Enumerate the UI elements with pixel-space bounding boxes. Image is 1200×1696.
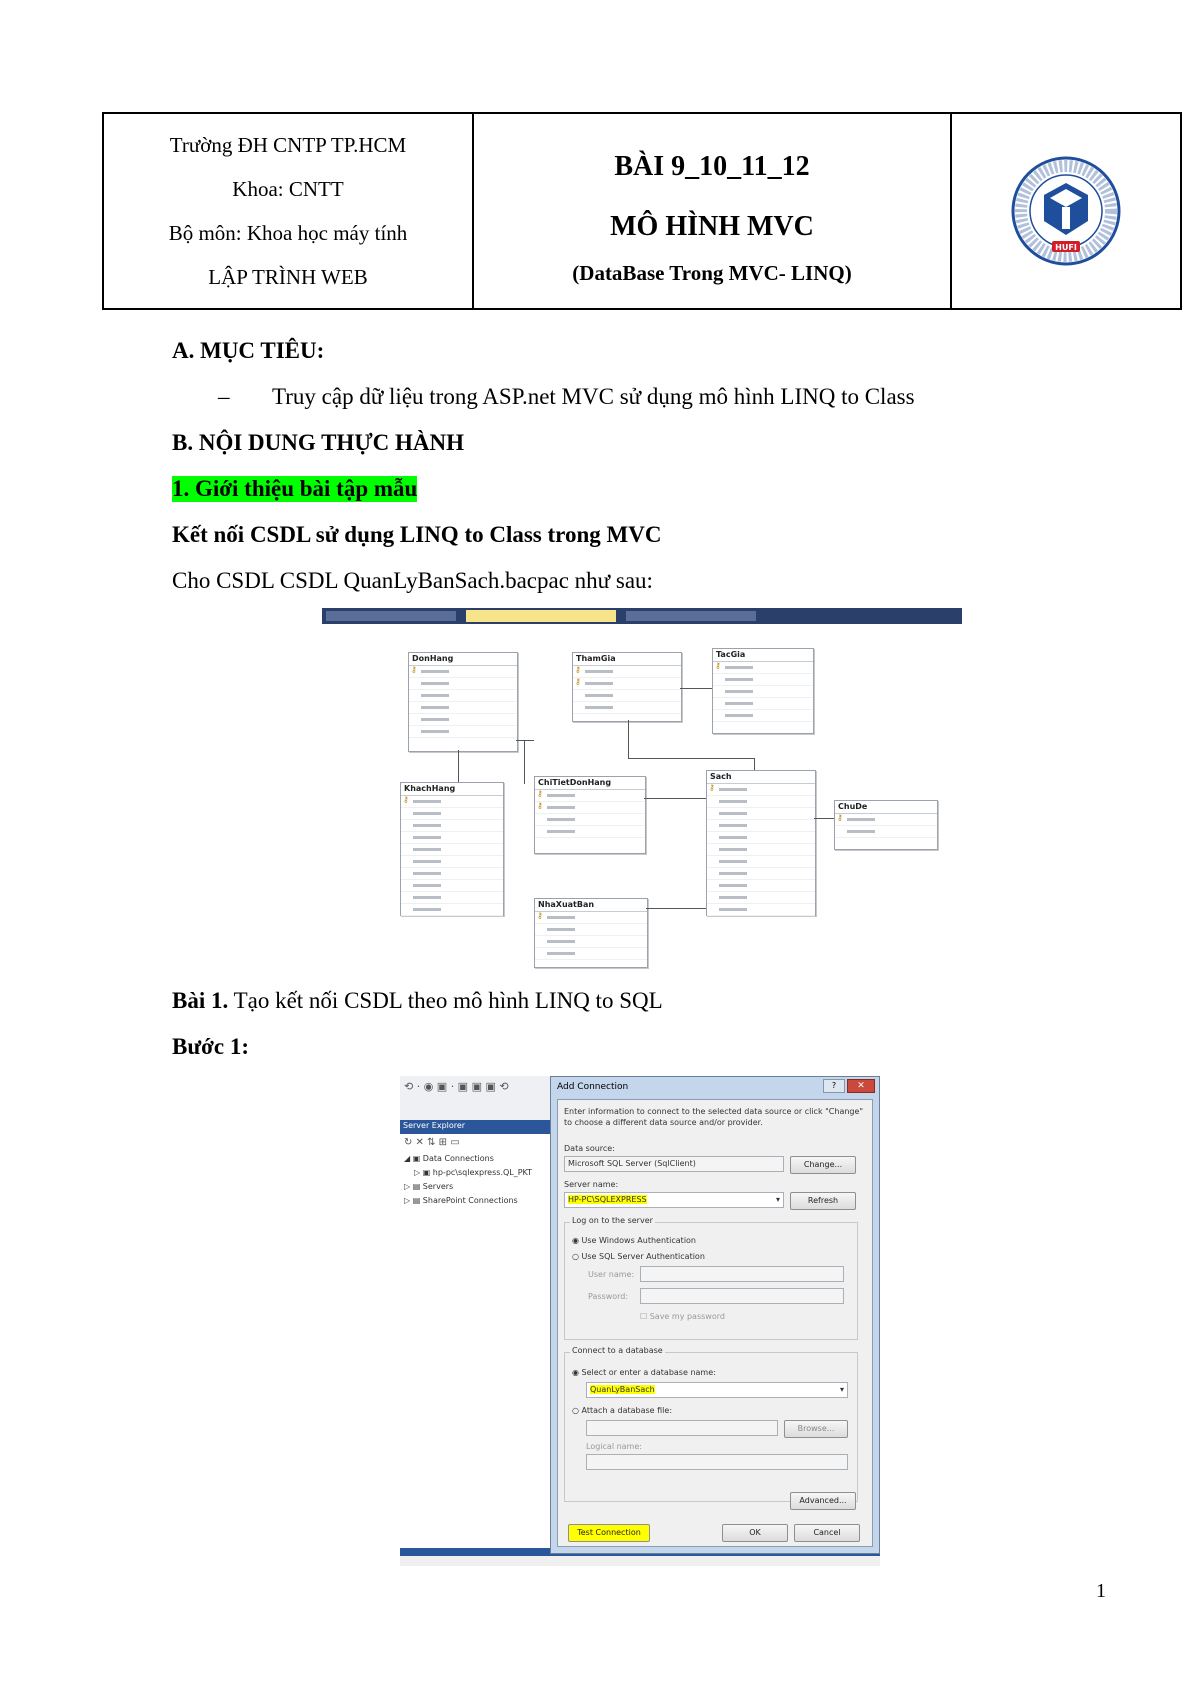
change-button[interactable]: Change... <box>790 1156 856 1174</box>
course: LẬP TRÌNH WEB <box>208 265 368 289</box>
user-name-input[interactable] <box>640 1266 844 1282</box>
connect-db-group-title: Connect to a database <box>572 1346 663 1355</box>
page-number: 1 <box>1096 1580 1106 1602</box>
database-name-combo[interactable]: QuanLyBanSach ▾ <box>586 1382 848 1398</box>
chevron-down-icon: ▾ <box>775 1195 780 1204</box>
server-explorer-panel <box>400 1134 550 1548</box>
school-name: Trường ĐH CNTP TP.HCM <box>169 133 407 157</box>
table-thamgia: ThamGia ⚷ ⚷ <box>572 652 682 722</box>
vs-toolbar <box>400 1076 550 1121</box>
tree-servers[interactable]: ▷ ▤ Servers <box>404 1182 454 1191</box>
dialog-intro: Enter information to connect to the selected data source or click "Change" to choose a different data source and/or provider. <box>564 1107 864 1127</box>
table-sach: Sach ⚷ <box>706 770 816 916</box>
main-title: MÔ HÌNH MVC <box>610 210 814 242</box>
explorer-toolbar-icons: ↻ ✕ ⇅ ⊞ ▭ <box>404 1137 460 1148</box>
browse-button[interactable]: Browse... <box>784 1420 848 1438</box>
save-password-checkbox[interactable]: ☐ Save my password <box>640 1312 725 1321</box>
server-explorer-title: Server Explorer <box>403 1121 466 1130</box>
attach-db-radio[interactable]: ○ Attach a database file: <box>572 1406 673 1415</box>
db-chevron-down-icon: ▾ <box>839 1385 844 1394</box>
dialog-body <box>557 1099 873 1547</box>
user-name-label: User name: <box>588 1270 635 1279</box>
objective-text: Truy cập dữ liệu trong ASP.net MVC sử dụng mô hình LINQ to Class <box>272 384 915 409</box>
data-source-field: Microsoft SQL Server (SqlClient) <box>564 1156 784 1172</box>
password-label: Password: <box>588 1292 629 1301</box>
tree-data-connections[interactable]: ◢ ▣ Data Connections <box>404 1154 494 1163</box>
diagram-tab-bar <box>322 608 962 624</box>
server-explorer-titlebar <box>400 1120 550 1134</box>
cancel-button[interactable]: Cancel <box>794 1524 860 1542</box>
database-intro: Cho CSDL CSDL QuanLyBanSach.bacpac như sau: <box>172 568 653 593</box>
section-a-title: A. MỤC TIÊU: <box>172 338 325 363</box>
dialog-title: Add Connection <box>557 1082 629 1092</box>
sql-auth-radio[interactable]: ○ Use SQL Server Authentication <box>572 1252 705 1261</box>
lesson-title: BÀI 9_10_11_12 <box>614 150 810 182</box>
header-logo-cell <box>952 114 1180 308</box>
password-input[interactable] <box>640 1288 844 1304</box>
database-diagram-screenshot <box>322 608 962 970</box>
server-name-label: Server name: <box>564 1180 619 1189</box>
toolbar-icons: ⟲ · ◉ ▣ · ▣ ▣ ▣ ⟲ <box>404 1080 509 1093</box>
table-chude: ChuDe ⚷ <box>834 800 938 850</box>
department: Bộ môn: Khoa học máy tính <box>168 221 408 245</box>
faculty: Khoa: CNTT <box>232 177 344 201</box>
header-left-cell <box>104 114 474 308</box>
advanced-button[interactable]: Advanced... <box>790 1492 856 1510</box>
subtitle: (DataBase Trong MVC- LINQ) <box>572 260 852 285</box>
ok-button[interactable]: OK <box>722 1524 788 1542</box>
attach-db-input[interactable] <box>586 1420 778 1436</box>
add-connection-screenshot <box>400 1076 880 1566</box>
step-1-label: Bước 1: <box>172 1034 249 1059</box>
logon-group-title: Log on to the server <box>572 1216 653 1225</box>
tree-connection-item[interactable]: ▷ ▣ hp-pc\sqlexpress.QL_PKT <box>414 1168 533 1177</box>
university-logo <box>1010 155 1122 267</box>
select-db-radio[interactable]: ◉ Select or enter a database name: <box>572 1368 716 1377</box>
tree-sharepoint[interactable]: ▷ ▤ SharePoint Connections <box>404 1196 518 1205</box>
logo-label: HUFI <box>1055 243 1077 252</box>
table-nhaxuatban: NhaXuatBan ⚷ <box>534 898 648 968</box>
header-center-cell <box>474 114 952 308</box>
add-connection-dialog <box>550 1076 880 1554</box>
help-button[interactable]: ? <box>823 1079 845 1093</box>
exercise-1: Bài 1. Tạo kết nối CSDL theo mô hình LINQ to SQL <box>172 988 663 1013</box>
linq-heading: Kết nối CSDL sử dụng LINQ to Class trong MVC <box>172 522 662 547</box>
refresh-button[interactable]: Refresh <box>790 1192 856 1210</box>
bullet-dash: – <box>218 384 230 409</box>
logical-name-label: Logical name: <box>586 1442 642 1451</box>
logical-name-input[interactable] <box>586 1454 848 1470</box>
header-table <box>102 112 1182 310</box>
table-khachhang: KhachHang ⚷ <box>400 782 504 916</box>
table-chitietdonhang: ChiTietDonHang ⚷ ⚷ <box>534 776 646 854</box>
data-source-label: Data source: <box>564 1144 615 1153</box>
subsection-1-title: 1. Giới thiệu bài tập mẫu <box>172 476 418 501</box>
table-tacgia: TacGia ⚷ <box>712 648 814 734</box>
table-donhang: DonHang ⚷ <box>408 652 518 752</box>
windows-auth-radio[interactable]: ◉ Use Windows Authentication <box>572 1236 696 1245</box>
server-name-input[interactable]: HP-PC\SQLEXPRESS ▾ <box>564 1192 784 1208</box>
test-connection-button[interactable]: Test Connection <box>568 1524 650 1542</box>
section-b-title: B. NỘI DUNG THỰC HÀNH <box>172 430 464 455</box>
close-icon[interactable]: ✕ <box>847 1079 875 1093</box>
